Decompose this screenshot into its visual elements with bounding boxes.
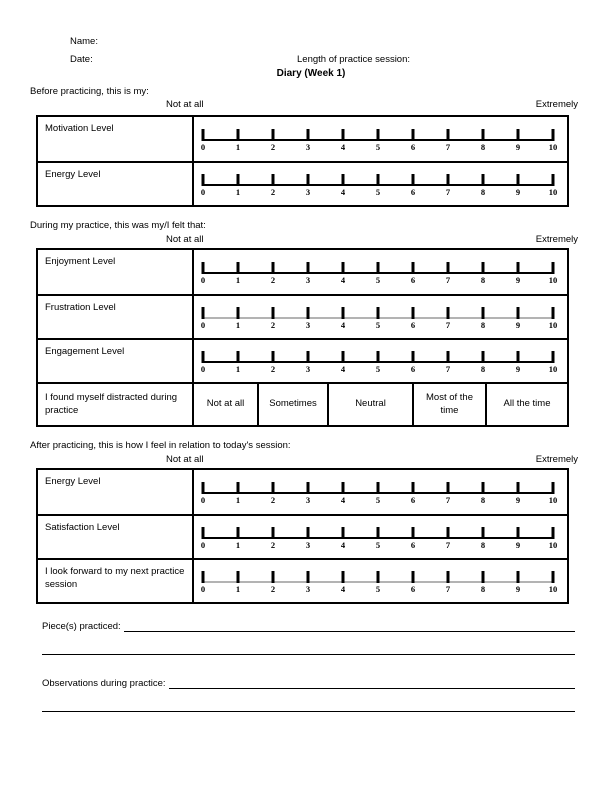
scale-number-6: 6 [410,142,416,152]
scale-number-5: 5 [375,142,381,152]
scale-number-2: 2 [270,495,276,505]
scale-tick-3 [307,129,310,141]
scale-number-4: 4 [340,364,346,374]
scale-tick-9 [517,571,520,583]
scale-number-3: 3 [305,320,311,330]
scale-number-8: 8 [480,275,486,285]
scale-number-0: 0 [200,584,206,594]
table-row [38,161,567,205]
scale-cell [194,117,567,161]
scale-tick-10 [552,129,555,141]
scale-tick-8 [482,174,485,186]
scale-tick-6 [412,482,415,494]
scale-number-0: 0 [200,275,206,285]
scale-tick-1 [237,527,240,539]
observations-input-line[interactable] [169,676,575,689]
scale-tick-8 [482,482,485,494]
scale-tick-10 [552,571,555,583]
scale-tick-7 [447,262,450,274]
scale-tick-4 [342,351,345,363]
option-neutral[interactable]: Neutral [329,384,414,425]
scale-number-7: 7 [445,275,451,285]
scale-tick-4 [342,527,345,539]
scale-cell [194,250,567,294]
scale-tick-4 [342,482,345,494]
scale-number-2: 2 [270,142,276,152]
scale-number-6: 6 [410,275,416,285]
row-label-enjoyment: Enjoyment Level [38,250,194,294]
scale-cell [194,560,567,602]
page-title: Diary (Week 1) [276,68,346,79]
scale-number-9: 9 [515,142,521,152]
scale-number-2: 2 [270,320,276,330]
row-label-engagement: Engagement Level [38,340,194,382]
scale-tick-4 [342,174,345,186]
session-length-label: Length of practice session: [297,54,411,65]
option-all-the-time[interactable]: All the time [503,398,551,410]
scale-number-3: 3 [305,364,311,374]
scale-tick-8 [482,571,485,583]
scale-number-1: 1 [235,540,241,550]
table-row [38,338,567,382]
scale-number-5: 5 [375,584,381,594]
pieces-practiced-extra-line[interactable] [42,646,575,655]
scale-number-7: 7 [445,142,451,152]
option-sometimes[interactable]: Sometimes [259,384,329,425]
after-practice-table [36,468,569,604]
scale-tick-0 [202,571,205,583]
scale-number-1: 1 [235,364,241,374]
scale-number-2: 2 [270,584,276,594]
scale-tick-10 [552,307,555,319]
scale-tick-1 [237,307,240,319]
section-after-intro: After practicing, this is how I feel in relation to today's session: [30,440,291,451]
scale-number-8: 8 [480,584,486,594]
anchor-max-label: Extremely [535,99,578,110]
scale-number-0: 0 [200,495,206,505]
scale-number-1: 1 [235,320,241,330]
scale-number-6: 6 [410,187,416,197]
distracted-row [38,382,567,425]
scale-number-0: 0 [200,320,206,330]
rating-scale-motivation[interactable] [200,129,558,152]
scale-tick-4 [342,571,345,583]
scale-tick-2 [272,351,275,363]
scale-number-7: 7 [445,320,451,330]
table-row [38,294,567,338]
scale-tick-5 [377,527,380,539]
scale-number-9: 9 [515,320,521,330]
scale-number-6: 6 [410,320,416,330]
rating-scale-frustration[interactable] [200,307,558,330]
scale-number-6: 6 [410,584,416,594]
scale-tick-9 [517,174,520,186]
name-label: Name: [70,36,98,47]
scale-tick-9 [517,129,520,141]
scale-tick-4 [342,129,345,141]
scale-tick-10 [552,482,555,494]
scale-number-10: 10 [548,320,558,330]
scale-tick-2 [272,129,275,141]
date-label: Date: [70,54,93,65]
scale-tick-0 [202,307,205,319]
scale-tick-0 [202,129,205,141]
scale-tick-3 [307,262,310,274]
scale-tick-8 [482,129,485,141]
scale-number-7: 7 [445,495,451,505]
scale-number-4: 4 [340,187,346,197]
scale-number-1: 1 [235,142,241,152]
scale-tick-4 [342,307,345,319]
scale-tick-10 [552,527,555,539]
scale-tick-5 [377,482,380,494]
scale-number-2: 2 [270,364,276,374]
scale-number-6: 6 [410,540,416,550]
scale-number-4: 4 [340,320,346,330]
scale-number-0: 0 [200,540,206,550]
table-row [38,558,567,602]
option-not-at-all[interactable]: Not at all [194,384,259,425]
scale-number-3: 3 [305,275,311,285]
scale-tick-7 [447,174,450,186]
row-label-satisfaction: Satisfaction Level [38,516,194,558]
scale-tick-0 [202,482,205,494]
scale-number-6: 6 [410,495,416,505]
pieces-practiced-label: Piece(s) practiced: [42,621,121,632]
scale-tick-9 [517,351,520,363]
scale-tick-9 [517,262,520,274]
scale-number-1: 1 [235,584,241,594]
scale-tick-7 [447,307,450,319]
scale-number-1: 1 [235,187,241,197]
scale-tick-3 [307,351,310,363]
scale-number-10: 10 [548,584,558,594]
scale-number-0: 0 [200,187,206,197]
rating-scale-energy-after[interactable] [200,482,558,505]
table-row [38,514,567,558]
scale-tick-0 [202,262,205,274]
row-label-look-forward: I look forward to my next practice session [38,560,194,602]
scale-number-5: 5 [375,187,381,197]
scale-tick-10 [552,351,555,363]
scale-tick-5 [377,129,380,141]
scale-number-8: 8 [480,540,486,550]
scale-tick-7 [447,527,450,539]
scale-tick-6 [412,307,415,319]
scale-number-0: 0 [200,364,206,374]
row-label-energy-after: Energy Level [38,470,194,514]
scale-number-10: 10 [548,540,558,550]
rating-scale-look-forward[interactable] [200,571,558,594]
scale-number-9: 9 [515,364,521,374]
during-practice-table [36,248,569,427]
scale-number-5: 5 [375,540,381,550]
scale-tick-0 [202,527,205,539]
scale-tick-1 [237,571,240,583]
scale-tick-7 [447,482,450,494]
scale-tick-3 [307,571,310,583]
scale-number-4: 4 [340,142,346,152]
scale-tick-8 [482,527,485,539]
scale-tick-3 [307,482,310,494]
section-before-intro: Before practicing, this is my: [30,86,149,97]
table-row [38,250,567,294]
row-label-frustration: Frustration Level [38,296,194,338]
scale-number-9: 9 [515,495,521,505]
scale-number-2: 2 [270,187,276,197]
scale-number-4: 4 [340,495,346,505]
scale-number-8: 8 [480,320,486,330]
row-label-energy-before: Energy Level [38,163,194,205]
scale-number-9: 9 [515,275,521,285]
rating-scale-satisfaction[interactable] [200,527,558,550]
scale-tick-5 [377,307,380,319]
scale-tick-7 [447,129,450,141]
scale-tick-2 [272,262,275,274]
rating-scale-enjoyment[interactable] [200,262,558,285]
scale-number-7: 7 [445,584,451,594]
scale-number-2: 2 [270,540,276,550]
scale-number-3: 3 [305,540,311,550]
scale-tick-9 [517,482,520,494]
scale-number-9: 9 [515,584,521,594]
scale-tick-8 [482,307,485,319]
scale-tick-4 [342,262,345,274]
scale-number-0: 0 [200,142,206,152]
scale-number-3: 3 [305,187,311,197]
scale-tick-1 [237,482,240,494]
scale-anchors-before [36,99,578,110]
scale-number-8: 8 [480,142,486,152]
scale-tick-6 [412,262,415,274]
scale-tick-9 [517,307,520,319]
scale-tick-1 [237,129,240,141]
scale-number-9: 9 [515,187,521,197]
scale-tick-5 [377,174,380,186]
scale-tick-5 [377,262,380,274]
scale-cell [194,470,567,514]
scale-number-4: 4 [340,540,346,550]
scale-number-4: 4 [340,275,346,285]
section-during-intro: During my practice, this was my/I felt that: [30,220,206,231]
scale-number-3: 3 [305,142,311,152]
scale-number-8: 8 [480,495,486,505]
scale-tick-3 [307,527,310,539]
before-practice-table [36,115,569,207]
scale-number-1: 1 [235,275,241,285]
scale-cell [194,340,567,382]
scale-tick-8 [482,262,485,274]
scale-tick-2 [272,482,275,494]
scale-number-4: 4 [340,584,346,594]
scale-number-8: 8 [480,187,486,197]
anchor-min-label: Not at all [166,234,204,245]
scale-tick-2 [272,527,275,539]
scale-number-7: 7 [445,364,451,374]
scale-number-1: 1 [235,495,241,505]
scale-cell [194,296,567,338]
scale-number-10: 10 [548,187,558,197]
scale-tick-6 [412,129,415,141]
scale-tick-6 [412,351,415,363]
scale-number-5: 5 [375,495,381,505]
scale-tick-3 [307,174,310,186]
scale-tick-7 [447,351,450,363]
scale-tick-6 [412,174,415,186]
scale-tick-1 [237,262,240,274]
scale-anchors-after [36,454,578,465]
table-row [38,470,567,514]
rating-scale-energy-before[interactable] [200,174,558,197]
scale-tick-2 [272,307,275,319]
scale-tick-0 [202,351,205,363]
observations-label: Observations during practice: [42,678,166,689]
scale-tick-10 [552,262,555,274]
scale-tick-1 [237,174,240,186]
anchor-min-label: Not at all [166,99,204,110]
scale-tick-5 [377,351,380,363]
observations-extra-line[interactable] [42,703,575,712]
scale-tick-7 [447,571,450,583]
option-most-of-the-time[interactable]: Most of the time [414,384,487,425]
row-label-distracted: I found myself distracted during practice [38,384,194,425]
scale-tick-6 [412,527,415,539]
table-row [38,117,567,161]
scale-anchors-during [36,234,578,245]
scale-tick-0 [202,174,205,186]
scale-tick-5 [377,571,380,583]
scale-tick-2 [272,571,275,583]
scale-number-10: 10 [548,275,558,285]
scale-tick-3 [307,307,310,319]
scale-number-7: 7 [445,540,451,550]
scale-number-7: 7 [445,187,451,197]
anchor-min-label: Not at all [166,454,204,465]
pieces-practiced-row [42,619,575,632]
scale-tick-2 [272,174,275,186]
anchor-max-label: Extremely [535,454,578,465]
scale-number-10: 10 [548,364,558,374]
row-label-motivation: Motivation Level [38,117,194,161]
scale-number-9: 9 [515,540,521,550]
scale-cell [194,516,567,558]
scale-tick-6 [412,571,415,583]
scale-number-5: 5 [375,275,381,285]
scale-number-10: 10 [548,142,558,152]
anchor-max-label: Extremely [535,234,578,245]
scale-number-3: 3 [305,495,311,505]
scale-number-8: 8 [480,364,486,374]
scale-number-5: 5 [375,320,381,330]
scale-tick-10 [552,174,555,186]
rating-scale-engagement[interactable] [200,351,558,374]
scale-number-10: 10 [548,495,558,505]
scale-tick-9 [517,527,520,539]
pieces-practiced-input-line[interactable] [124,619,575,632]
scale-number-6: 6 [410,364,416,374]
scale-number-3: 3 [305,584,311,594]
observations-row [42,676,575,689]
scale-tick-8 [482,351,485,363]
scale-number-5: 5 [375,364,381,374]
scale-number-2: 2 [270,275,276,285]
scale-tick-1 [237,351,240,363]
scale-cell [194,163,567,205]
